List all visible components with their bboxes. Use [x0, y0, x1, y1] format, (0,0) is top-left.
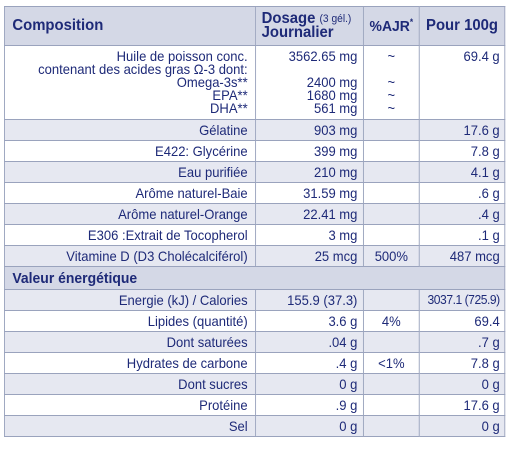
- row-label: Protéine: [4, 395, 255, 416]
- table-row: [4, 290, 504, 311]
- row-ajr: 500%: [363, 246, 419, 267]
- table-row: [4, 141, 504, 162]
- row-per100: 4.1 g: [419, 162, 505, 183]
- group-label-line: contenant des acides gras Ω-3 dont:: [38, 61, 248, 77]
- row-per100: 3037.1 (725.9): [419, 290, 505, 311]
- energy-body: [4, 290, 504, 437]
- group-doses: [256, 46, 364, 120]
- table-row: [4, 225, 504, 246]
- group-per100-line: 69.4 g: [463, 48, 500, 64]
- table-row: [4, 311, 504, 332]
- row-ajr: <1%: [363, 353, 419, 374]
- row-dose: 22.41 mg: [256, 204, 364, 225]
- energy-section-row: [4, 267, 504, 290]
- table-row: [4, 183, 504, 204]
- header-dosage: [256, 7, 364, 46]
- row-ajr: [363, 416, 419, 437]
- composition-body: [4, 46, 504, 267]
- header-dosage-main: Dosage: [261, 10, 316, 27]
- row-label: Vitamine D (D3 Cholécalciférol): [4, 246, 255, 267]
- row-label: E306 :Extrait de Tocopherol: [4, 225, 255, 246]
- row-label: Sel: [4, 416, 255, 437]
- row-label: Energie (kJ) / Calories: [4, 290, 255, 311]
- fish-oil-group-row: [4, 46, 504, 120]
- row-per100: 17.6 g: [419, 120, 505, 141]
- header-row: [4, 7, 504, 46]
- table-row: [4, 416, 504, 437]
- row-ajr: [363, 162, 419, 183]
- row-dose: 3 mg: [256, 225, 364, 246]
- group-per100: [419, 46, 505, 120]
- row-dose: 25 mcg: [256, 246, 364, 267]
- row-per100: .1 g: [419, 225, 505, 246]
- table-row: [4, 395, 504, 416]
- group-ajr-line: ~: [387, 74, 396, 90]
- row-label: Arôme naturel-Baie: [4, 183, 255, 204]
- header-ajr-label: %AJR: [369, 18, 410, 35]
- energy-section-body: [4, 267, 504, 290]
- row-per100: 69.4: [419, 311, 505, 332]
- header-per-100g: Pour 100g: [419, 7, 505, 46]
- row-label: Dont sucres: [4, 374, 255, 395]
- row-label: Lipides (quantité): [4, 311, 255, 332]
- table-row: [4, 353, 504, 374]
- group-dose-line: 2400 mg: [306, 74, 358, 90]
- header-dosage-sub: (3 gél.): [319, 13, 352, 25]
- row-label: Hydrates de carbone: [4, 353, 255, 374]
- row-per100: 487 mcg: [419, 246, 505, 267]
- row-per100: .7 g: [419, 332, 505, 353]
- row-per100: 7.8 g: [419, 353, 505, 374]
- row-dose: 155.9 (37.3): [256, 290, 364, 311]
- row-dose: 0 g: [256, 374, 364, 395]
- row-ajr: [363, 374, 419, 395]
- table-row: [4, 332, 504, 353]
- row-dose: 0 g: [256, 416, 364, 437]
- row-dose: 399 mg: [256, 141, 364, 162]
- row-label: Dont saturées: [4, 332, 255, 353]
- row-ajr: [363, 395, 419, 416]
- group-ajr-line: ~: [387, 48, 396, 64]
- table-row: [4, 374, 504, 395]
- row-ajr: [363, 290, 419, 311]
- table-row: [4, 204, 504, 225]
- row-label: E422: Glycérine: [4, 141, 255, 162]
- row-ajr: [363, 225, 419, 246]
- group-labels: [4, 46, 255, 120]
- row-dose: .9 g: [256, 395, 364, 416]
- group-ajr-line: ~: [387, 100, 396, 116]
- row-ajr: [363, 120, 419, 141]
- row-label: Gélatine: [4, 120, 255, 141]
- group-label-line: Omega-3s**: [176, 74, 248, 90]
- row-ajr: 4%: [363, 311, 419, 332]
- row-ajr: [363, 204, 419, 225]
- header-ajr-star: *: [409, 17, 414, 27]
- row-dose: 31.59 mg: [256, 183, 364, 204]
- row-dose: 210 mg: [256, 162, 364, 183]
- row-label: Arôme naturel-Orange: [4, 204, 255, 225]
- header-composition: Composition: [4, 7, 255, 46]
- group-dose-line: 1680 mg: [306, 87, 358, 103]
- group-label-line: Huile de poisson conc.: [116, 48, 248, 64]
- group-ajr: [363, 46, 419, 120]
- row-per100: 7.8 g: [419, 141, 505, 162]
- group-dose-line: 561 mg: [313, 100, 358, 116]
- row-dose: .04 g: [256, 332, 364, 353]
- header-ajr: [363, 7, 419, 46]
- row-ajr: [363, 183, 419, 204]
- table-row: [4, 246, 504, 267]
- row-dose: 903 mg: [256, 120, 364, 141]
- row-per100: .6 g: [419, 183, 505, 204]
- row-per100: 0 g: [419, 374, 505, 395]
- header-dosage-line2: Journalier: [261, 24, 334, 41]
- group-ajr-line: ~: [387, 87, 396, 103]
- row-label: Eau purifiée: [4, 162, 255, 183]
- row-dose: 3.6 g: [256, 311, 364, 332]
- row-per100: .4 g: [419, 204, 505, 225]
- group-dose-line: 3562.65 mg: [288, 48, 358, 64]
- row-dose: .4 g: [256, 353, 364, 374]
- energy-section-title: Valeur énergétique: [4, 267, 504, 290]
- row-ajr: [363, 141, 419, 162]
- table-row: [4, 162, 504, 183]
- row-per100: 0 g: [419, 416, 505, 437]
- row-ajr: [363, 332, 419, 353]
- group-label-line: DHA**: [210, 100, 248, 116]
- table-row: [4, 120, 504, 141]
- group-label-line: EPA**: [212, 87, 248, 103]
- nutrition-table: [4, 6, 505, 437]
- row-per100: 17.6 g: [419, 395, 505, 416]
